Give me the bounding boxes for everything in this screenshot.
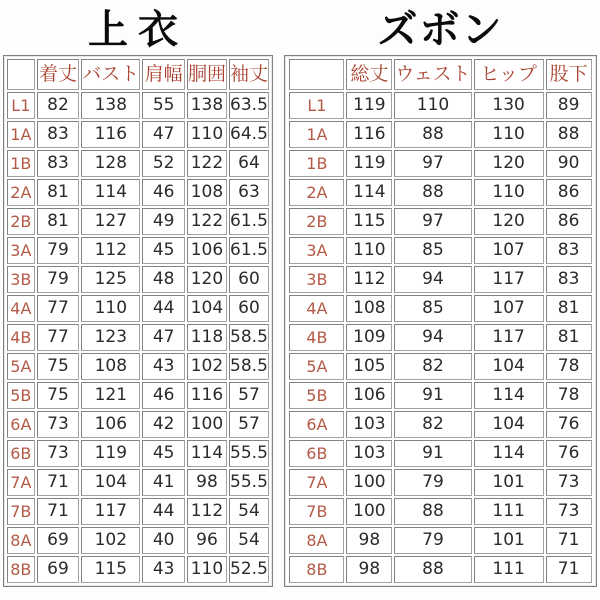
- size-value-cell: 115: [346, 208, 392, 235]
- size-value-cell: 116: [346, 121, 392, 148]
- row-label: 4A: [289, 295, 344, 322]
- jacket-table-title: 上衣: [88, 7, 188, 53]
- size-value-cell: 138: [187, 92, 227, 119]
- table-row: [7, 179, 269, 206]
- row-label: 5B: [289, 382, 344, 409]
- table-row: [7, 382, 269, 409]
- size-value-cell: 107: [474, 295, 544, 322]
- size-value-cell: 73: [546, 469, 592, 496]
- size-value-cell: 49: [142, 208, 185, 235]
- size-value-cell: 90: [546, 150, 592, 177]
- pants-table-title: ズボン: [377, 7, 504, 53]
- row-label: 1B: [7, 150, 35, 177]
- table-row: [289, 382, 591, 409]
- size-value-cell: 125: [81, 266, 140, 293]
- size-value-cell: 98: [346, 527, 392, 554]
- table-row: [289, 150, 591, 177]
- pants-size-table: [287, 57, 593, 585]
- row-label: 7A: [289, 469, 344, 496]
- size-value-cell: 103: [346, 411, 392, 438]
- size-value-cell: 100: [346, 498, 392, 525]
- row-label: 2A: [7, 179, 35, 206]
- size-value-cell: 79: [37, 266, 80, 293]
- table-row: [7, 208, 269, 235]
- size-value-cell: 47: [142, 324, 185, 351]
- size-value-cell: 121: [81, 382, 140, 409]
- size-value-cell: 86: [546, 208, 592, 235]
- table-row: [7, 556, 269, 583]
- table-row: [7, 353, 269, 380]
- size-value-cell: 75: [37, 353, 80, 380]
- size-value-cell: 86: [546, 179, 592, 206]
- size-value-cell: 71: [37, 469, 80, 496]
- size-value-cell: 52.5: [229, 556, 269, 583]
- size-value-cell: 110: [81, 295, 140, 322]
- size-value-cell: 46: [142, 382, 185, 409]
- size-value-cell: 114: [187, 440, 227, 467]
- size-value-cell: 110: [394, 92, 471, 119]
- table-row: [7, 324, 269, 351]
- size-value-cell: 79: [37, 237, 80, 264]
- jacket-table-frame: [3, 55, 273, 587]
- size-value-cell: 81: [546, 324, 592, 351]
- row-label: 4B: [289, 324, 344, 351]
- size-value-cell: 71: [546, 556, 592, 583]
- size-value-cell: 119: [346, 150, 392, 177]
- size-value-cell: 78: [546, 382, 592, 409]
- size-value-cell: 60: [229, 266, 269, 293]
- size-value-cell: 102: [81, 527, 140, 554]
- column-header: 袖丈: [229, 59, 269, 90]
- row-label: 5A: [289, 353, 344, 380]
- row-label: 2A: [289, 179, 344, 206]
- size-value-cell: 58.5: [229, 324, 269, 351]
- size-value-cell: 114: [474, 440, 544, 467]
- size-value-cell: 54: [229, 527, 269, 554]
- size-value-cell: 116: [81, 121, 140, 148]
- size-value-cell: 106: [346, 382, 392, 409]
- size-value-cell: 77: [37, 324, 80, 351]
- table-row: [7, 469, 269, 496]
- size-value-cell: 88: [394, 498, 471, 525]
- size-value-cell: 104: [474, 411, 544, 438]
- column-header: 総丈: [346, 59, 392, 90]
- size-value-cell: 69: [37, 527, 80, 554]
- table-row: [289, 121, 591, 148]
- row-label: 3A: [289, 237, 344, 264]
- row-label: L1: [7, 92, 35, 119]
- size-value-cell: 108: [81, 353, 140, 380]
- row-label: 7A: [7, 469, 35, 496]
- size-value-cell: 82: [37, 92, 80, 119]
- size-value-cell: 112: [346, 266, 392, 293]
- table-row: [289, 179, 591, 206]
- column-header: 肩幅: [142, 59, 185, 90]
- row-label: 4A: [7, 295, 35, 322]
- size-value-cell: 44: [142, 498, 185, 525]
- table-row: [289, 208, 591, 235]
- column-header: ヒップ: [474, 59, 544, 90]
- size-value-cell: 108: [346, 295, 392, 322]
- size-value-cell: 128: [81, 150, 140, 177]
- size-value-cell: 81: [37, 208, 80, 235]
- table-row: [289, 237, 591, 264]
- size-value-cell: 60: [229, 295, 269, 322]
- size-value-cell: 55: [142, 92, 185, 119]
- size-value-cell: 48: [142, 266, 185, 293]
- size-value-cell: 94: [394, 324, 471, 351]
- size-value-cell: 61.5: [229, 237, 269, 264]
- table-row: [7, 440, 269, 467]
- size-value-cell: 41: [142, 469, 185, 496]
- size-value-cell: 55.5: [229, 469, 269, 496]
- row-label: 8A: [7, 527, 35, 554]
- size-value-cell: 43: [142, 556, 185, 583]
- size-value-cell: 45: [142, 237, 185, 264]
- row-label: 4B: [7, 324, 35, 351]
- size-value-cell: 106: [187, 237, 227, 264]
- row-label: 6B: [7, 440, 35, 467]
- column-header: 股下: [546, 59, 592, 90]
- size-value-cell: 58.5: [229, 353, 269, 380]
- row-label: 5B: [7, 382, 35, 409]
- row-label: 2B: [7, 208, 35, 235]
- header-row: [289, 59, 591, 90]
- table-row: [289, 498, 591, 525]
- size-value-cell: 75: [37, 382, 80, 409]
- size-value-cell: 103: [346, 440, 392, 467]
- size-value-cell: 114: [81, 179, 140, 206]
- size-value-cell: 79: [394, 469, 471, 496]
- table-row: [289, 266, 591, 293]
- row-label: 1A: [289, 121, 344, 148]
- table-row: [289, 527, 591, 554]
- size-value-cell: 111: [474, 498, 544, 525]
- size-value-cell: 120: [474, 150, 544, 177]
- size-value-cell: 123: [81, 324, 140, 351]
- row-label: 7B: [289, 498, 344, 525]
- table-row: [7, 411, 269, 438]
- size-value-cell: 100: [187, 411, 227, 438]
- size-value-cell: 96: [187, 527, 227, 554]
- size-value-cell: 47: [142, 121, 185, 148]
- size-value-cell: 130: [474, 92, 544, 119]
- size-value-cell: 120: [474, 208, 544, 235]
- size-value-cell: 97: [394, 208, 471, 235]
- size-value-cell: 81: [37, 179, 80, 206]
- size-value-cell: 94: [394, 266, 471, 293]
- table-row: [289, 295, 591, 322]
- size-value-cell: 55.5: [229, 440, 269, 467]
- size-value-cell: 85: [394, 237, 471, 264]
- size-value-cell: 110: [474, 179, 544, 206]
- size-value-cell: 83: [37, 150, 80, 177]
- size-value-cell: 46: [142, 179, 185, 206]
- size-value-cell: 104: [474, 353, 544, 380]
- size-value-cell: 57: [229, 411, 269, 438]
- size-value-cell: 114: [474, 382, 544, 409]
- size-value-cell: 97: [394, 150, 471, 177]
- size-value-cell: 112: [187, 498, 227, 525]
- table-row: [289, 92, 591, 119]
- size-value-cell: 45: [142, 440, 185, 467]
- size-value-cell: 63.5: [229, 92, 269, 119]
- size-value-cell: 69: [37, 556, 80, 583]
- size-value-cell: 83: [37, 121, 80, 148]
- row-label: 2B: [289, 208, 344, 235]
- size-value-cell: 111: [474, 556, 544, 583]
- size-value-cell: 115: [81, 556, 140, 583]
- size-value-cell: 61.5: [229, 208, 269, 235]
- size-value-cell: 110: [346, 237, 392, 264]
- size-value-cell: 71: [37, 498, 80, 525]
- size-value-cell: 98: [187, 469, 227, 496]
- size-value-cell: 88: [394, 179, 471, 206]
- size-value-cell: 57: [229, 382, 269, 409]
- jacket-section: [3, 5, 273, 587]
- column-header: バスト: [81, 59, 140, 90]
- size-value-cell: 138: [81, 92, 140, 119]
- table-row: [289, 556, 591, 583]
- size-value-cell: 64: [229, 150, 269, 177]
- size-value-cell: 119: [81, 440, 140, 467]
- size-value-cell: 89: [546, 92, 592, 119]
- size-value-cell: 83: [546, 237, 592, 264]
- table-row: [7, 237, 269, 264]
- row-label: 8A: [289, 527, 344, 554]
- header-row: [7, 59, 269, 90]
- size-value-cell: 110: [474, 121, 544, 148]
- size-value-cell: 104: [187, 295, 227, 322]
- size-value-cell: 91: [394, 382, 471, 409]
- row-label: 7B: [7, 498, 35, 525]
- size-value-cell: 76: [546, 411, 592, 438]
- table-row: [289, 469, 591, 496]
- size-value-cell: 78: [546, 353, 592, 380]
- size-value-cell: 118: [187, 324, 227, 351]
- size-value-cell: 81: [546, 295, 592, 322]
- jacket-size-table: [5, 57, 271, 585]
- size-value-cell: 114: [346, 179, 392, 206]
- size-value-cell: 82: [394, 411, 471, 438]
- size-value-cell: 91: [394, 440, 471, 467]
- size-value-cell: 64.5: [229, 121, 269, 148]
- size-value-cell: 105: [346, 353, 392, 380]
- size-value-cell: 82: [394, 353, 471, 380]
- size-value-cell: 116: [187, 382, 227, 409]
- size-value-cell: 44: [142, 295, 185, 322]
- size-value-cell: 107: [474, 237, 544, 264]
- size-value-cell: 73: [37, 440, 80, 467]
- size-value-cell: 83: [546, 266, 592, 293]
- size-value-cell: 85: [394, 295, 471, 322]
- size-value-cell: 88: [394, 556, 471, 583]
- column-header: ウェスト: [394, 59, 471, 90]
- size-value-cell: 63: [229, 179, 269, 206]
- table-row: [7, 92, 269, 119]
- table-row: [7, 121, 269, 148]
- size-value-cell: 79: [394, 527, 471, 554]
- size-value-cell: 88: [546, 121, 592, 148]
- size-value-cell: 101: [474, 469, 544, 496]
- size-value-cell: 122: [187, 208, 227, 235]
- size-value-cell: 117: [81, 498, 140, 525]
- size-value-cell: 88: [394, 121, 471, 148]
- row-label: 8B: [289, 556, 344, 583]
- size-value-cell: 104: [81, 469, 140, 496]
- size-value-cell: 110: [187, 121, 227, 148]
- size-value-cell: 42: [142, 411, 185, 438]
- row-label: 5A: [7, 353, 35, 380]
- table-row: [289, 411, 591, 438]
- size-value-cell: 54: [229, 498, 269, 525]
- size-value-cell: 71: [546, 527, 592, 554]
- row-label: 6A: [289, 411, 344, 438]
- size-value-cell: 106: [81, 411, 140, 438]
- pants-table-frame: [284, 55, 597, 587]
- column-header: 着丈: [37, 59, 80, 90]
- table-row: [7, 266, 269, 293]
- row-label: 6B: [289, 440, 344, 467]
- size-value-cell: 102: [187, 353, 227, 380]
- size-value-cell: 108: [187, 179, 227, 206]
- row-label: 6A: [7, 411, 35, 438]
- size-value-cell: 117: [474, 266, 544, 293]
- column-header: 胴囲: [187, 59, 227, 90]
- table-row: [7, 498, 269, 525]
- size-value-cell: 122: [187, 150, 227, 177]
- corner-cell: [289, 59, 344, 90]
- size-value-cell: 76: [546, 440, 592, 467]
- size-value-cell: 109: [346, 324, 392, 351]
- row-label: 1A: [7, 121, 35, 148]
- size-value-cell: 73: [37, 411, 80, 438]
- pants-section: [284, 5, 597, 587]
- size-value-cell: 100: [346, 469, 392, 496]
- table-row: [289, 324, 591, 351]
- size-value-cell: 119: [346, 92, 392, 119]
- row-label: 1B: [289, 150, 344, 177]
- size-value-cell: 52: [142, 150, 185, 177]
- size-value-cell: 98: [346, 556, 392, 583]
- table-row: [289, 440, 591, 467]
- size-value-cell: 40: [142, 527, 185, 554]
- table-row: [7, 295, 269, 322]
- size-value-cell: 110: [187, 556, 227, 583]
- size-value-cell: 101: [474, 527, 544, 554]
- row-label: 3B: [289, 266, 344, 293]
- table-row: [7, 150, 269, 177]
- size-value-cell: 43: [142, 353, 185, 380]
- size-value-cell: 120: [187, 266, 227, 293]
- row-label: L1: [289, 92, 344, 119]
- size-value-cell: 127: [81, 208, 140, 235]
- row-label: 3B: [7, 266, 35, 293]
- table-row: [289, 353, 591, 380]
- size-value-cell: 112: [81, 237, 140, 264]
- row-label: 3A: [7, 237, 35, 264]
- size-value-cell: 77: [37, 295, 80, 322]
- row-label: 8B: [7, 556, 35, 583]
- table-row: [7, 527, 269, 554]
- size-value-cell: 117: [474, 324, 544, 351]
- size-value-cell: 73: [546, 498, 592, 525]
- corner-cell: [7, 59, 35, 90]
